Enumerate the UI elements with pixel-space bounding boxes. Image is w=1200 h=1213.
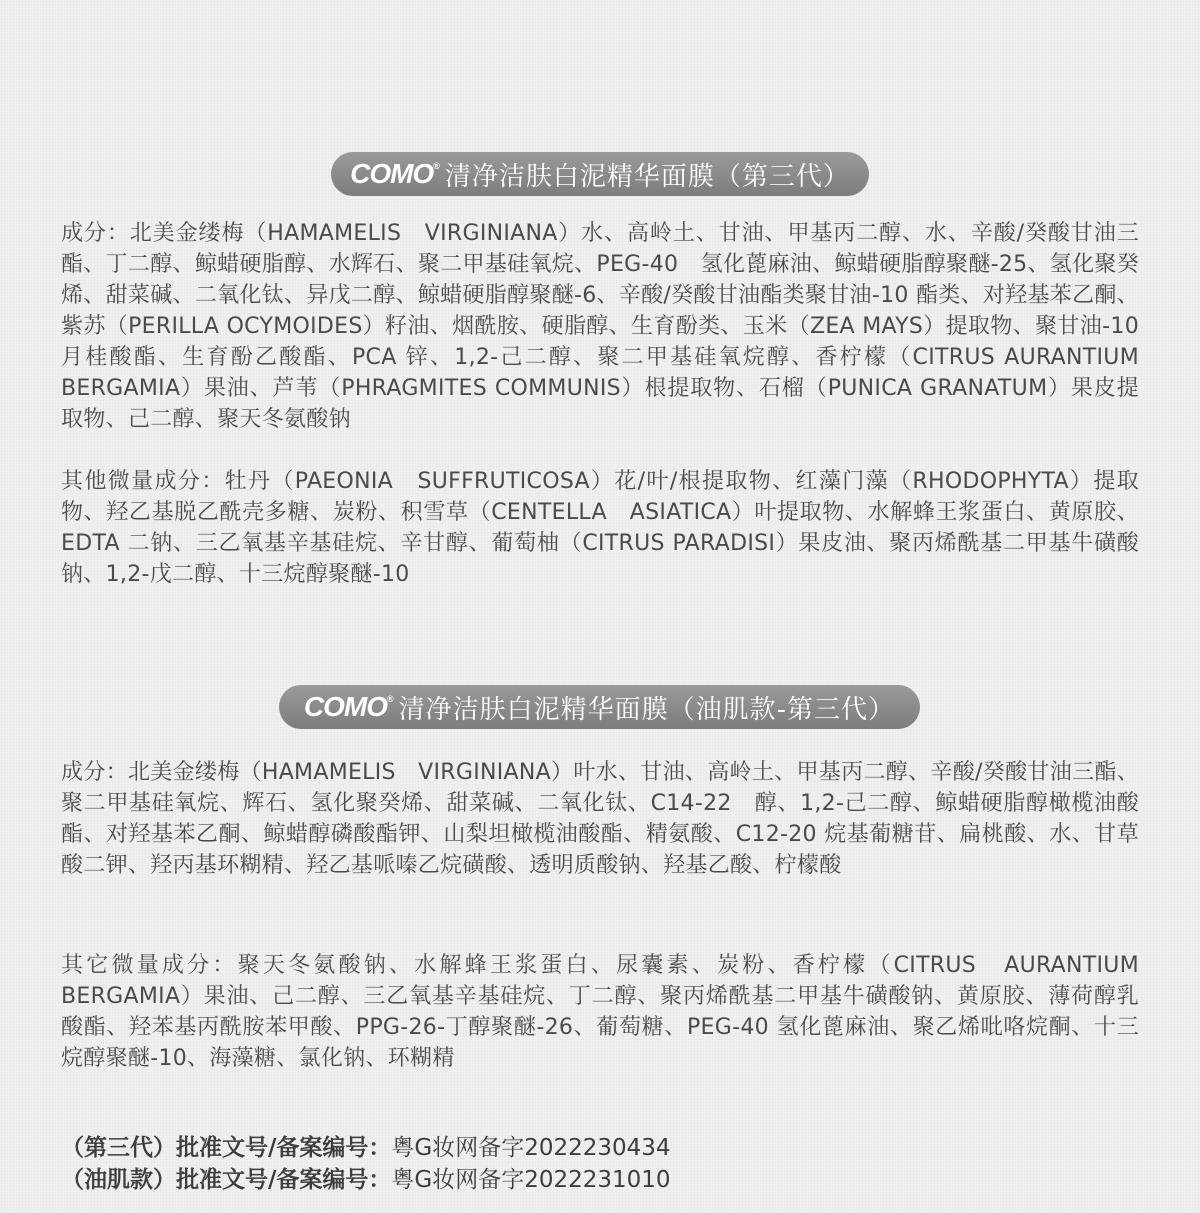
product-title-badge-oily [279, 685, 920, 729]
product-title: 清净洁肤白泥精华面膜（第三代） [444, 161, 850, 192]
trace-ingredients-text-oily: 其它微量成分：聚天冬氨酸钠、水解蜂王浆蛋白、尿囊素、炭粉、香柠檬（CITRUS AURANTIUM BERGAMIA）果油、己二醇、三乙氧基辛基硅烷、丁二醇、聚丙烯酰基二甲基牛磺酸钠、黄原胶、薄荷醇乳酸酯、羟苯基丙酰胺苯甲酸、PPG-26-丁醇聚醚-26、葡萄糖、PEG-40 氢化蓖麻油、聚乙烯吡咯烷酮、十三烷醇聚醚-10、海藻糖、氯化钠、环糊精 [61, 953, 1162, 1071]
approval-label: （油肌款）批准文号/备案编号： [61, 1167, 392, 1193]
approval-line [61, 1165, 671, 1196]
approval-line [61, 1133, 671, 1164]
brand-logo: COMO® [350, 158, 439, 189]
brand-logo-text: COMO [350, 158, 434, 189]
trace-ingredients-text: 其他微量成分：牡丹（PAEONIA SUFFRUTICOSA）花/叶/根提取物、红藻门藻（RHODOPHYTA）提取物、羟乙基脱乙酰壳多糖、炭粉、积雪草（CENTELLA ASIATICA）叶提取物、水解蜂王浆蛋白、黄原胶、EDTA 二钠、三乙氧基辛基硅烷、辛甘醇、葡萄柚（CITRUS PARADISI）果皮油、聚丙烯酰基二甲基牛磺酸钠、1,2-戊二醇、十三烷醇聚醚-10 [61, 469, 1139, 587]
approval-number: 粤G妆网备字2022231010 [391, 1167, 671, 1193]
brand-logo: COMO® [303, 691, 393, 722]
ingredients-text: 成分：北美金缕梅（HAMAMELIS VIRGINIANA）水、高岭土、甘油、甲基丙二醇、水、辛酸/癸酸甘油三酯、丁二醇、鲸蜡硬脂醇、水辉石、聚二甲基硅氧烷、PEG-40 氢化蓖麻油、鲸蜡硬脂醇聚醚-25、氢化聚癸烯、甜菜碱、二氧化钛、异戊二醇、鲸蜡硬脂醇聚醚-6、辛酸/癸酸甘油酯类聚甘油-10 酯类、对羟基苯乙酮、紫苏（PERILLA OCYMOIDES）籽油、烟酰胺、硬脂醇、生育酚类、玉米（ZEA MAYS）提取物、聚甘油-10 月桂酸酯、生育酚乙酸酯、PCA 锌、1,2-己二醇、聚二甲基硅氧烷醇、香柠檬（CITRUS AURANTIUM BERGAMIA）果油、芦苇（PHRAGMITES COMMUNIS）根提取物、石榴（PUNICA GRANATUM）果皮提取物、己二醇、聚天冬氨酸钠 [61, 221, 1139, 432]
ingredients-text-oily: 成分：北美金缕梅（HAMAMELIS VIRGINIANA）叶水、甘油、高岭土、甲基丙二醇、辛酸/癸酸甘油三酯、聚二甲基硅氧烷、辉石、氢化聚癸烯、甜菜碱、二氧化钛、C14-22 醇、1,2-己二醇、鲸蜡硬脂醇橄榄油酸酯、对羟基苯乙酮、鲸蜡醇磷酸酯钾、山梨坦橄榄油酸酯、精氨酸、C12-20 烷基葡糖苷、扁桃酸、水、甘草酸二钾、羟丙基环糊精、羟乙基哌嗪乙烷磺酸、透明质酸钠、羟基乙酸、柠檬酸 [61, 760, 1139, 878]
brand-logo-text: COMO [303, 691, 388, 722]
product-title-badge [331, 152, 869, 196]
product-title: 清净洁肤白泥精华面膜（油肌款-第三代） [398, 694, 896, 725]
approval-label: （第三代）批准文号/备案编号： [61, 1135, 392, 1161]
approval-number: 粤G妆网备字2022230434 [391, 1135, 671, 1161]
